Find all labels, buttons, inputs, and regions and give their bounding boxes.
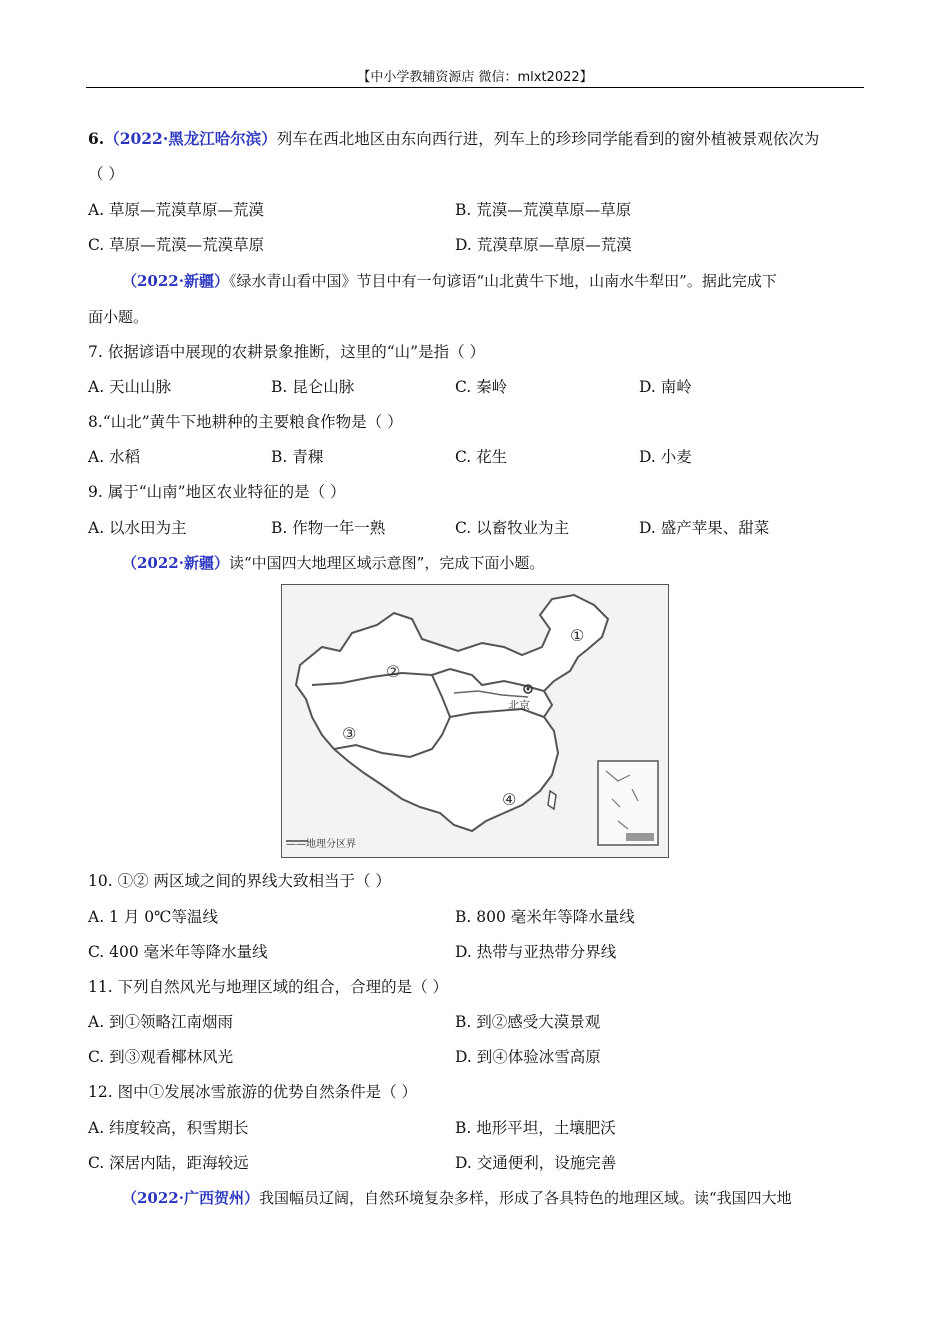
south-china-sea-inset (598, 761, 658, 845)
q7-stem: 7. 依据谚语中展现的农耕景象推断，这里的“山”是指（ ） (88, 343, 485, 361)
q7-option-c: C. 秦岭 (455, 378, 508, 396)
group1-source: （2022·新疆） (122, 272, 229, 290)
q8-option-c: C. 花生 (455, 448, 508, 466)
region-label-4: ④ (502, 790, 517, 809)
q8-stem: 8.“山北”黄牛下地耕种的主要粮食作物是（ ） (88, 413, 403, 431)
q6-paren: （ ） (88, 165, 124, 183)
china-map-svg (282, 585, 668, 857)
q6-number: 6. (88, 129, 105, 148)
q11-stem: 11. 下列自然风光与地理区域的组合，合理的是（ ） (88, 978, 449, 996)
group1-intro-text: 《绿水青山看中国》节目中有一句谚语“山北黄牛下地，山南水牛犁田”。据此完成下 (228, 272, 777, 290)
q9-option-d: D. 盛产苹果、甜菜 (639, 519, 770, 537)
q10-option-d: D. 热带与亚热带分界线 (455, 943, 617, 961)
legend-label: ——地理分区界 (286, 839, 356, 850)
group2-intro (122, 552, 544, 574)
q6-option-d: D. 荒漠草原—草原—荒漠 (455, 236, 632, 254)
region-label-1: ① (570, 626, 585, 645)
q6-option-a: A. 草原—荒漠草原—荒漠 (88, 201, 265, 219)
group3-intro (122, 1187, 792, 1209)
q6-source: （2022·黑龙江哈尔滨） (104, 129, 277, 148)
q6-option-c: C. 草原—荒漠—荒漠草原 (88, 236, 265, 254)
q10-stem: 10. ①② 两区域之间的界线大致相当于（ ） (88, 872, 391, 890)
q11-option-c: C. 到③观看椰林风光 (88, 1048, 234, 1066)
region-label-3: ③ (342, 724, 357, 743)
china-regions-map (281, 584, 669, 858)
q11-option-b: B. 到②感受大漠景观 (455, 1013, 601, 1031)
group2-intro-text: 读“中国四大地理区域示意图”，完成下面小题。 (228, 554, 545, 572)
page-header: 【中小学教辅资源店 微信：mlxt2022】 (357, 70, 593, 85)
beijing-label: 北京 (508, 699, 530, 712)
q12-option-a: A. 纬度较高，积雪期长 (88, 1119, 249, 1137)
q8-option-b: B. 青稞 (271, 448, 324, 466)
q12-option-b: B. 地形平坦，土壤肥沃 (455, 1119, 616, 1137)
q10-option-b: B. 800 毫米年等降水量线 (455, 908, 635, 926)
q7-option-d: D. 南岭 (639, 378, 692, 396)
q12-option-c: C. 深居内陆，距海较远 (88, 1154, 249, 1172)
group3-intro-text: 我国幅员辽阔，自然环境复杂多样，形成了各具特色的地理区域。读“我国四大地 (258, 1189, 792, 1207)
region-label-2: ② (386, 662, 401, 681)
q6-stem: 列车在西北地区由东向西行进，列车上的珍珍同学能看到的窗外植被景观依次为 (276, 130, 820, 148)
q8-option-a: A. 水稻 (88, 448, 141, 466)
q12-option-d: D. 交通便利，设施完善 (455, 1154, 617, 1172)
q10-option-c: C. 400 毫米年等降水量线 (88, 943, 268, 961)
q6-option-b: B. 荒漠—荒漠草原—草原 (455, 201, 632, 219)
q6-stem-line (88, 128, 819, 150)
taiwan-shape (548, 791, 556, 809)
q11-option-d: D. 到④体验冰雪高原 (455, 1048, 601, 1066)
q9-option-a: A. 以水田为主 (88, 519, 187, 537)
q9-option-b: B. 作物一年一熟 (271, 519, 386, 537)
q9-stem: 9. 属于“山南”地区农业特征的是（ ） (88, 483, 346, 501)
group1-intro2: 面小题。 (88, 308, 149, 326)
group3-source: （2022·广西贺州） (122, 1189, 259, 1207)
header-rule (86, 87, 864, 88)
group2-source: （2022·新疆） (122, 554, 229, 572)
group1-intro (122, 270, 777, 292)
q9-option-c: C. 以畜牧业为主 (455, 519, 570, 537)
q7-option-b: B. 昆仑山脉 (271, 378, 355, 396)
q12-stem: 12. 图中①发展冰雪旅游的优势自然条件是（ ） (88, 1083, 418, 1101)
q8-option-d: D. 小麦 (639, 448, 692, 466)
q10-option-a: A. 1 月 0℃等温线 (88, 908, 218, 926)
q7-option-a: A. 天山山脉 (88, 378, 172, 396)
q11-option-a: A. 到①领略江南烟雨 (88, 1013, 234, 1031)
